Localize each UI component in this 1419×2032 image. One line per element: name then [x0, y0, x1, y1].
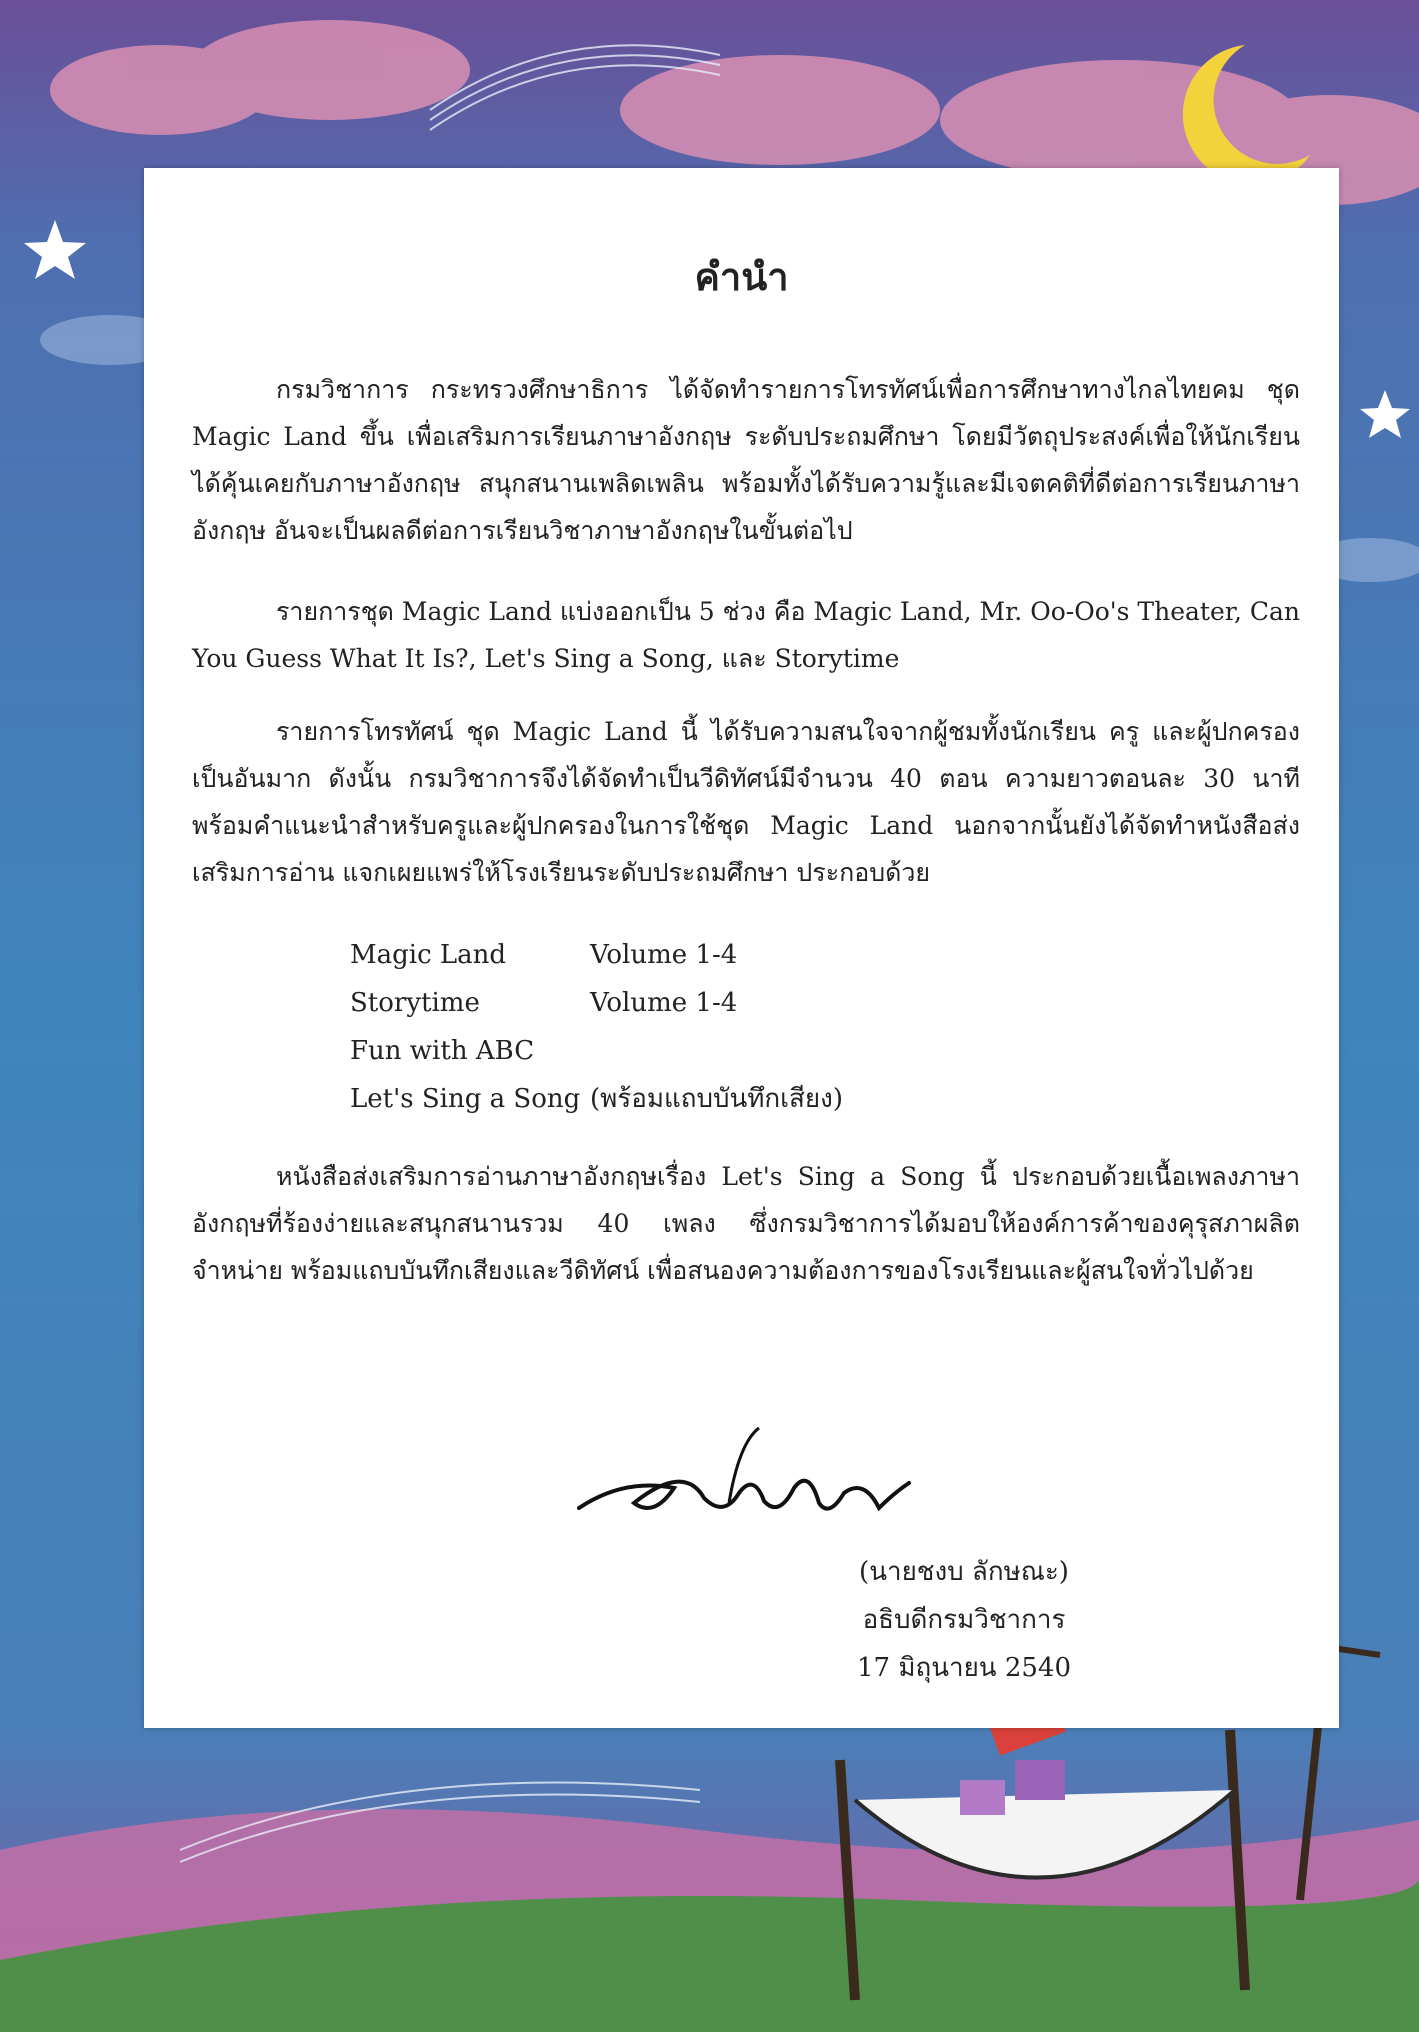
publication-list	[350, 931, 843, 1123]
list-item-name: Storytime	[350, 988, 480, 1018]
list-item-detail: (พร้อมแถบบันทึกเสียง)	[590, 1084, 843, 1114]
signatory-name: (นายชงบ ลักษณะ)	[859, 1557, 1069, 1587]
list-item	[350, 1027, 843, 1075]
paragraph-4: หนังสือส่งเสริมการอ่านภาษาอังกฤษเรื่อง Let's Sing a Song นี้ ประกอบด้วยเนื้อเพลงภาษาอังกฤษที่ร้องง่ายและสนุกสนานรวม 40 เพลง ซึ่งกรมวิชาการได้มอบให้องค์การค้าของคุรุสภาผลิตจำหน่าย พร้อมแถบบันทึกเสียงและวีดิทัศน์ เพื่อสนองความต้องการของโรงเรียนและผู้สนใจทั่วไปด้วย	[192, 1162, 1300, 1285]
paragraph-2: รายการชุด Magic Land แบ่งออกเป็น 5 ช่วง คือ Magic Land, Mr. Oo-Oo's Theater, Can You Guess What It Is?, Let's Sing a Song, และ Storytime	[192, 597, 1300, 673]
paragraph-1: กรมวิชาการ กระทรวงศึกษาธิการ ได้จัดทำรายการโทรทัศน์เพื่อการศึกษาทางไกลไทยคม ชุด Magic Land ขึ้น เพื่อเสริมการเรียนภาษาอังกฤษ ระดับประถมศึกษา โดยมีวัตถุประสงค์เพื่อให้นักเรียนได้คุ้นเคยกับภาษาอังกฤษ สนุกสนานเพลิดเพลิน พร้อมทั้งได้รับความรู้และมีเจตคติที่ดีต่อการเรียนภาษาอังกฤษ อันจะเป็นผลดีต่อการเรียนวิชาภาษาอังกฤษในขั้นต่อไป	[192, 375, 1300, 545]
handwritten-signature	[564, 1423, 944, 1543]
signatory-position: อธิบดีกรมวิชาการ	[862, 1605, 1066, 1635]
signature-date: 17 มิถุนายน 2540	[856, 1653, 1072, 1683]
signatory-block	[764, 1548, 1164, 1692]
list-item-detail: Volume 1-4	[590, 988, 738, 1018]
document-paper	[144, 168, 1339, 1728]
list-item	[350, 979, 843, 1027]
paragraph-3: รายการโทรทัศน์ ชุด Magic Land นี้ ได้รับความสนใจจากผู้ชมทั้งนักเรียน ครู และผู้ปกครองเป็นอันมาก ดังนั้น กรมวิชาการจึงได้จัดทำเป็นวีดิทัศน์มีจำนวน 40 ตอน ความยาวตอนละ 30 นาที พร้อมคำแนะนำสำหรับครูและผู้ปกครองในการใช้ชุด Magic Land นอกจากนั้นยังได้จัดทำหนังสือส่งเสริมการอ่าน แจกเผยแพร่ให้โรงเรียนระดับประถมศึกษา ประกอบด้วย	[192, 717, 1300, 887]
list-item-detail: Volume 1-4	[590, 940, 738, 970]
list-item	[350, 931, 843, 979]
page-title: คำนำ	[694, 254, 789, 299]
list-item-name: Fun with ABC	[350, 1036, 535, 1066]
list-item	[350, 1075, 843, 1123]
list-item-name: Let's Sing a Song	[350, 1084, 581, 1114]
list-item-name: Magic Land	[350, 940, 507, 970]
